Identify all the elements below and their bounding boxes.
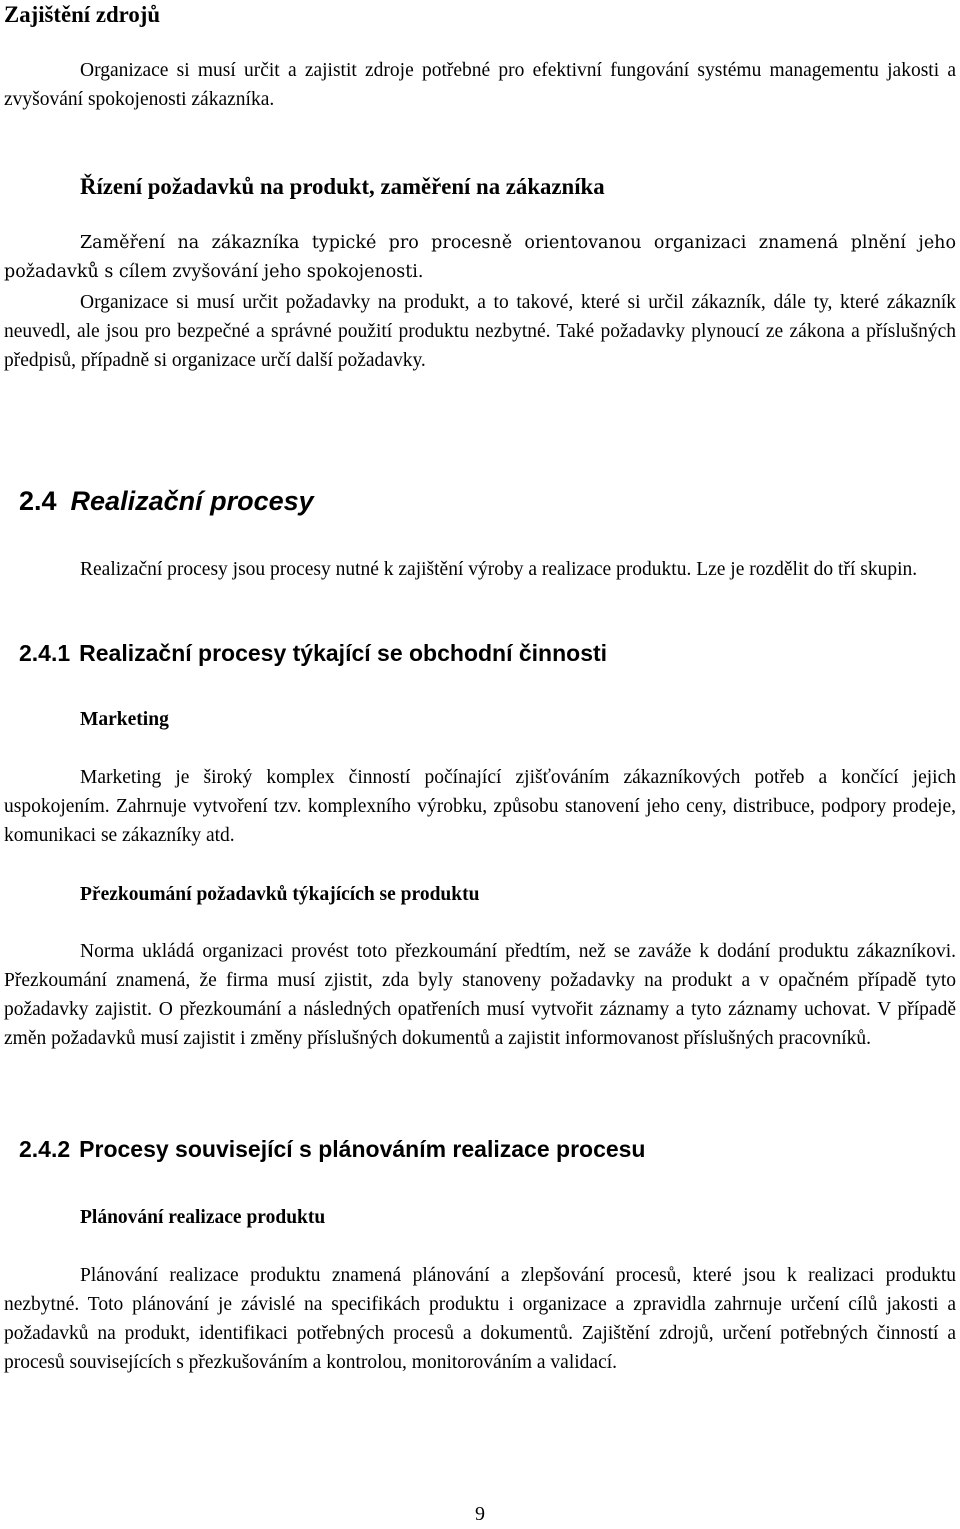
section-heading-2-4 [4,484,960,518]
heading-product-planning: Plánování realizace produktu [80,1207,326,1228]
page-number: 9 [475,1503,485,1525]
paragraph-resources: Organizace si musí určit a zajistit zdroje potřebné pro efektivní fungování systému managementu jakosti a zvyšování spokojenosti zákazníka. [4,60,956,110]
section-heading-2-4-1 [4,638,960,668]
section-title: Realizační procesy [70,486,314,516]
heading-requirements-review: Přezkoumání požadavků týkajících se produktu [80,884,480,905]
paragraph-marketing: Marketing je široký komplex činností počínající zjišťováním zákazníkových potřeb a končící jejich uspokojením. Zahrnuje vytvoření tzv. komplexního výrobku, způsobu stanovení jeho ceny, distribuce, podpory prodeje, komunikaci se zákazníky atd. [4,767,956,846]
heading-resources: Zajištění zdrojů [4,2,160,27]
paragraph-2-4: Realizační procesy jsou procesy nutné k zajištění výroby a realizace produktu. Lze je rozdělit do tří skupin. [80,559,918,580]
section-number: 2.4.1 [19,640,71,666]
paragraph-requirements-review: Norma ukládá organizaci provést toto přezkoumání předtím, než se zaváže k dodání produktu zákazníkovi. Přezkoumání znamená, že firma musí zjistit, zda byly stanoveny požadavky na produkt a v opačném případě tyto požadavky zajistit. O přezkoumání a následných opatřeních musí vytvořit záznamy a tyto záznamy uchovat. V případě změn požadavků musí zajistit i změny příslušných dokumentů a zajistit informovanost příslušných pracovníků. [4,941,956,1049]
section-number: 2.4 [19,486,57,516]
section-number: 2.4.2 [19,1136,71,1162]
heading-customer-focus: Řízení požadavků na produkt, zaměření na zákazníka [80,174,605,199]
paragraph-product-planning: Plánování realizace produktu znamená plánování a zlepšování procesů, které jsou k realizaci produktu nezbytné. Toto plánování je závislé na specifikách produktu i organizace a zpravidla zahrnuje určení cílů jakosti a požadavků na produkt, identifikaci potřebných procesů a dokumentů. Zajištění zdrojů, určení potřebných činností a procesů souvisejících s přezkušováním a kontrolou, monitorováním a validací. [4,1265,956,1373]
heading-marketing: Marketing [80,709,169,730]
section-title: Procesy související s plánováním realizace procesu [79,1136,646,1162]
section-title: Realizační procesy týkající se obchodní činnosti [79,640,608,666]
paragraph-customer-focus-1: Zaměření na zákazníka typické pro procesně orientovanou organizaci znamená plnění jeho požadavků s cílem zvyšování jeho spokojenosti. [4,233,956,282]
section-heading-2-4-2 [4,1134,960,1164]
paragraph-customer-focus-2: Organizace si musí určit požadavky na produkt, a to takové, které si určil zákazník, dále ty, které zákazník neuvedl, ale jsou pro bezpečné a správné použití produktu nezbytné. Také požadavky plynoucí ze zákona a příslušných předpisů, případně si organizace určí další požadavky. [4,292,956,371]
